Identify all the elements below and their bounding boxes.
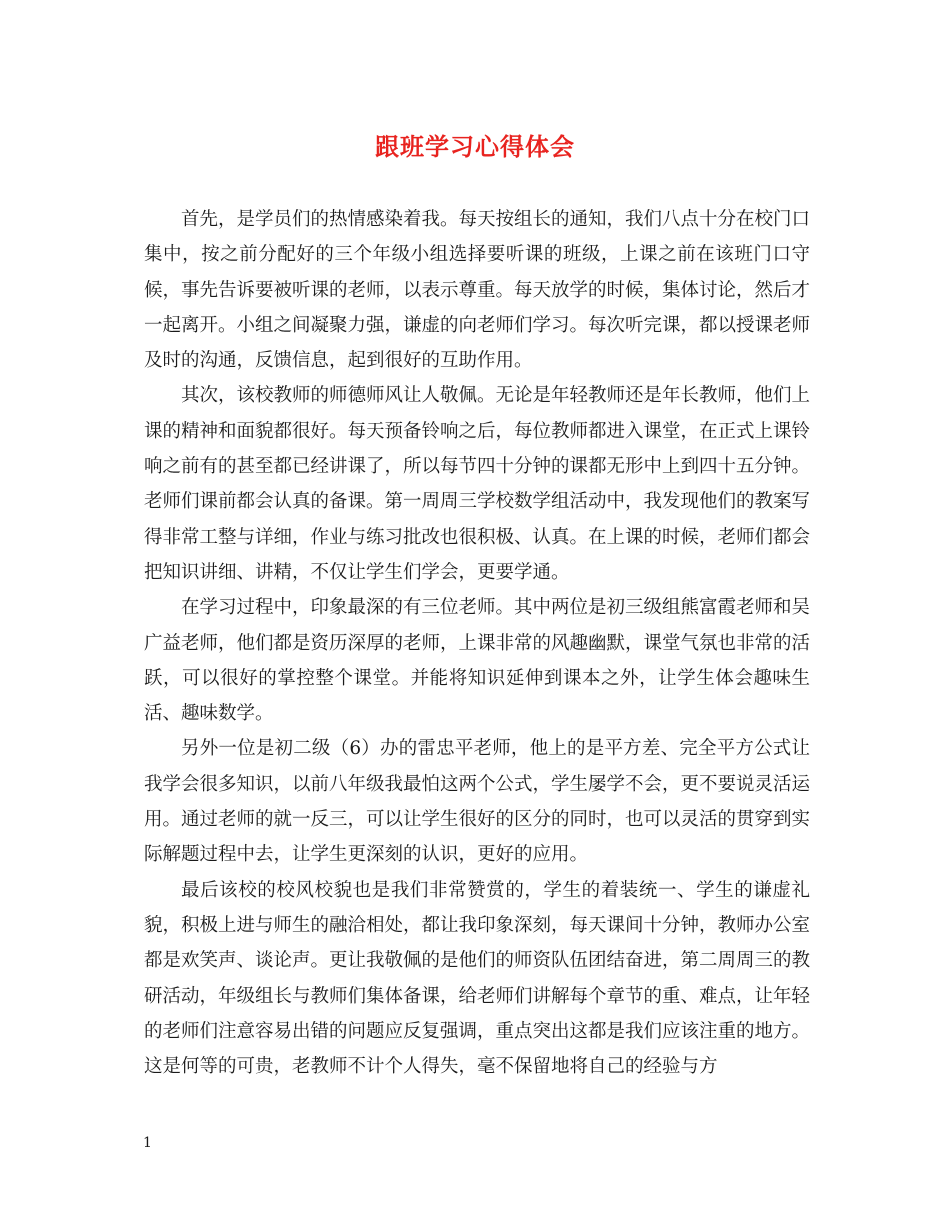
document-title: 跟班学习心得体会 [375, 132, 575, 161]
paragraph-5: 最后该校的校风校貌也是我们非常赞赏的，学生的着装统一、学生的谦虚礼貌，积极上进与师生的融洽相处，都让我印象深刻，每天课间十分钟，教师办公室都是欢笑声、谈论声。更让我敬佩的是他们的师资队伍团结奋进，第二周周三的教研活动，年级组长与教师们集体备课，给老师们讲解每个章节的重、难点，让年轻的老师们注意容易出错的问题应反复强调，重点突出这都是我们应该注重的地方。这是何等的可贵，老教师不计个人得失，毫不保留地将自己的经验与方 [144, 879, 811, 1078]
document-body [144, 202, 810, 1084]
page-number: 1 [143, 1135, 152, 1151]
paragraph-4: 另外一位是初二级（6）办的雷忠平老师，他上的是平方差、完全平方公式让我学会很多知识，以前八年级我最怕这两个公式，学生屡学不会，更不要说灵活运用。通过老师的就一反三，可以让学生很好的区分的同时，也可以灵活的贯穿到实际解题过程中去，让学生更深刻的认识，更好的应用。 [144, 738, 811, 866]
paragraph-3: 在学习过程中，印象最深的有三位老师。其中两位是初三级组熊富霞老师和吴广益老师，他们都是资历深厚的老师，上课非常的风趣幽默，课堂气氛也非常的活跃，可以很好的掌控整个课堂。并能将知识延伸到课本之外，让学生体会趣味生活、趣味数学。 [144, 597, 811, 725]
paragraph-2: 其次，该校教师的师德师风让人敬佩。无论是年轻教师还是年长教师，他们上课的精神和面貌都很好。每天预备铃响之后，每位教师都进入课堂，在正式上课铃响之前有的甚至都已经讲课了，所以每节四十分钟的课都无形中上到四十五分钟。老师们课前都会认真的备课。第一周周三学校数学组活动中，我发现他们的教案写得非常工整与详细，作业与练习批改也很积极、认真。在上课的时候，老师们都会把知识讲细、讲精，不仅让学生们学会，更要学通。 [144, 385, 811, 583]
paragraph-1: 首先，是学员们的热情感染着我。每天按组长的通知，我们八点十分在校门口集中，按之前分配好的三个年级小组选择要听课的班级，上课之前在该班门口守候，事先告诉要被听课的老师，以表示尊重。每天放学的时候，集体讨论，然后才一起离开。小组之间凝聚力强，谦虚的向老师们学习。每次听完课，都以授课老师及时的沟通，反馈信息，起到很好的互助作用。 [144, 209, 811, 372]
